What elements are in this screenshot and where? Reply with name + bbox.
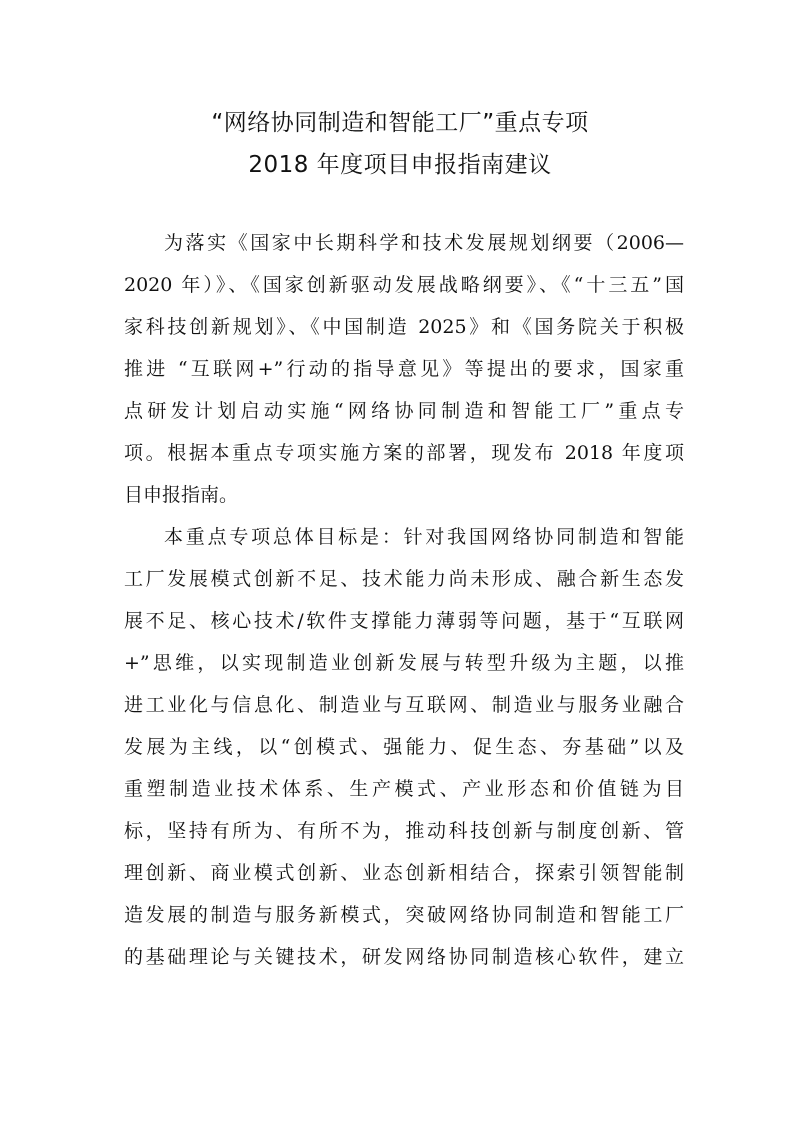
- document-title-line-2: 2018 年度项目申报指南建议: [248, 152, 552, 178]
- paragraph-line: 家科技创新规划》、《中国制造 2025》和《国务院关于积极: [124, 316, 684, 338]
- paragraph-line: 目申报指南。: [124, 484, 239, 506]
- paragraph-line: 展不足、核心技术/软件支撑能力薄弱等问题，基于“互联网: [124, 610, 684, 632]
- paragraph-line: 的基础理论与关键技术，研发网络协同制造核心软件，建立: [124, 946, 684, 968]
- paragraph-line: 重塑制造业技术体系、生产模式、产业形态和价值链为目: [124, 778, 684, 800]
- paragraph-line: +”思维，以实现制造业创新发展与转型升级为主题，以推: [124, 652, 684, 674]
- paragraph-line: 2020 年）》、《国家创新驱动发展战略纲要》、《“十三五”国: [124, 274, 684, 296]
- paragraph-line: 造发展的制造与服务新模式，突破网络协同制造和智能工厂: [124, 904, 684, 926]
- document-title-line-1: “网络协同制造和智能工厂”重点专项: [211, 110, 589, 136]
- paragraph-line: 点研发计划启动实施“网络协同制造和智能工厂”重点专: [124, 400, 684, 422]
- paragraph-line: 理创新、商业模式创新、业态创新相结合，探索引领智能制: [124, 862, 684, 884]
- paragraph-line: 项。根据本重点专项实施方案的部署，现发布 2018 年度项: [124, 442, 684, 464]
- paragraph-line: 标，坚持有所为、有所不为，推动科技创新与制度创新、管: [124, 820, 684, 842]
- paragraph-line: 推进 “互联网+”行动的指导意见》等提出的要求，国家重: [124, 358, 684, 380]
- paragraph-line: 进工业化与信息化、制造业与互联网、制造业与服务业融合: [124, 694, 684, 716]
- paragraph-line: 为落实《国家中长期科学和技术发展规划纲要（2006—: [164, 232, 684, 254]
- paragraph-line: 发展为主线，以“创模式、强能力、促生态、夯基础”以及: [124, 736, 684, 758]
- paragraph-line: 工厂发展模式创新不足、技术能力尚未形成、融合新生态发: [124, 568, 684, 590]
- paragraph-line: 本重点专项总体目标是：针对我国网络协同制造和智能: [164, 526, 684, 548]
